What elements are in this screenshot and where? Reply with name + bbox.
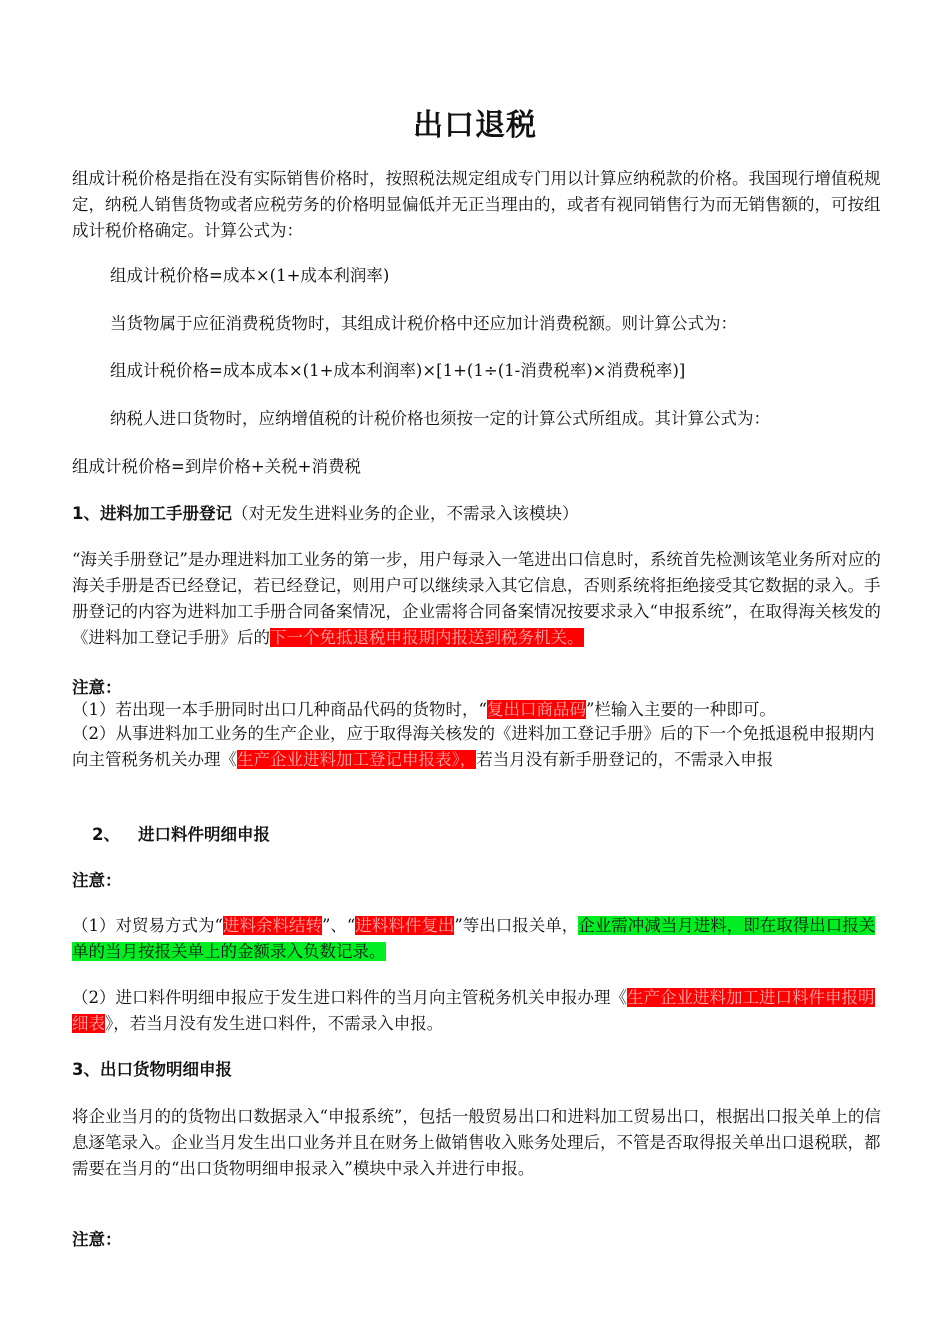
section3-note-label: 注意： [72,1230,122,1249]
formula-3: 组成计税价格=到岸价格+关税+消费税 [72,457,361,476]
section1-heading: 1、进料加工手册登记 [72,504,232,523]
section1-heading-line [72,501,882,527]
section2-note1-separator: ”、“ [321,916,356,935]
consumption-tax-note: 当货物属于应征消费税货物时，其组成计税价格中还应加计消费税额。则计算公式为： [110,314,737,333]
section1-note1-text: （1）若出现一本手册同时出口几种商品代码的货物时，“ [72,700,487,719]
section1-body-text: “海关手册登记”是办理进料加工业务的第一步，用户每录入一笔进出口信息时，系统首先检测该笔业务所对应的海关手册是否已经登记，若已经登记，则用户可以继续录入其它信息，否则系统将拒绝接受其它数据的录入。手册登记的内容为进料加工手册合同备案情况，企业需将合同备案情况按要求录入“申报系统”，在取得海关核发的《进料加工登记手册》后的 [72,550,881,647]
section2-note1-middle: ”等出口报关单， [454,916,579,935]
section1-note-2 [72,721,882,773]
section2-note2-text: （2）进口料件明细申报应于发生进口料件的当月向主管税务机关申报办理《 [72,988,627,1007]
import-note: 纳税人进口货物时，应纳增值税的计税价格也须按一定的计算公式所组成。其计算公式为： [110,409,770,428]
section1-note1-tail: ”栏输入主要的一种即可。 [585,700,776,719]
section1-note2-highlight: 生产企业进料加工登记申报表》， [237,750,477,769]
section2-note-2 [72,985,882,1037]
section1-note-label: 注意： [72,678,122,697]
section3-body: 将企业当月的的货物出口数据录入“申报系统”，包括一般贸易出口和进料加工贸易出口，根据出口报关单上的信息逐笔录入。企业当月发生出口业务并且在财务上做销售收入账务处理后，不管是否取得报关单出口退税联，都需要在当月的“出口货物明细申报录入”模块中录入并进行申报。 [72,1107,881,1178]
page-title: 出口退税 [413,108,537,143]
section2-note2-highlight: 生产企业进料加工进口料件申报明细表 [72,988,875,1033]
section1-note-1 [72,697,902,723]
section1-heading-note: （对无发生进料业务的企业，不需录入该模块） [231,504,579,523]
section2-heading-line [92,822,902,848]
section2-heading-number: 2、 [92,825,120,844]
intro-paragraph: 组成计税价格是指在没有实际销售价格时，按照税法规定组成专门用以计算应纳税款的价格。我国现行增值税规定，纳税人销售货物或者应税劳务的价格明显偏低并无正当理由的，或者有视同销售行为而无销售额的，可按组成计税价格确定。计算公式为： [72,169,881,240]
section2-note1-highlight-1: 进料余料结转 [222,916,322,935]
section2-note2-tail: 》，若当月没有发生进口料件，不需录入申报。 [105,1014,444,1033]
section1-note2-text: （2）从事进料加工业务的生产企业，应于取得海关核发的《进料加工登记手册》后的下一个免抵退税申报期内向主管税务机关办理《 [72,724,875,769]
section1-body-highlight: 下一个免抵退税申报期内报送到税务机关。 [270,628,584,647]
section2-note-1 [72,913,882,965]
section2-note1-text: （1）对贸易方式为“ [72,916,223,935]
section1-note2-tail: 若当月没有新手册登记的，不需录入申报 [476,750,774,769]
section3-heading: 3、出口货物明细申报 [72,1060,232,1079]
formula-2: 组成计税价格=成本成本×(1+成本利润率)×[1+(1÷(1-消费税率)×消费税率)] [110,361,686,380]
section2-note1-highlight-2: 进料料件复出 [355,916,455,935]
formula-1: 组成计税价格=成本×(1+成本利润率) [110,266,390,285]
section1-note1-highlight: 复出口商品码 [486,700,586,719]
section1-body [72,547,882,651]
section2-note1-green-highlight: 企业需冲减当月进料，即在取得出口报关单的当月按报关单上的金额录入负数记录。 [72,916,876,961]
section2-note-label: 注意： [72,871,122,890]
section2-heading: 进口料件明细申报 [137,825,270,844]
